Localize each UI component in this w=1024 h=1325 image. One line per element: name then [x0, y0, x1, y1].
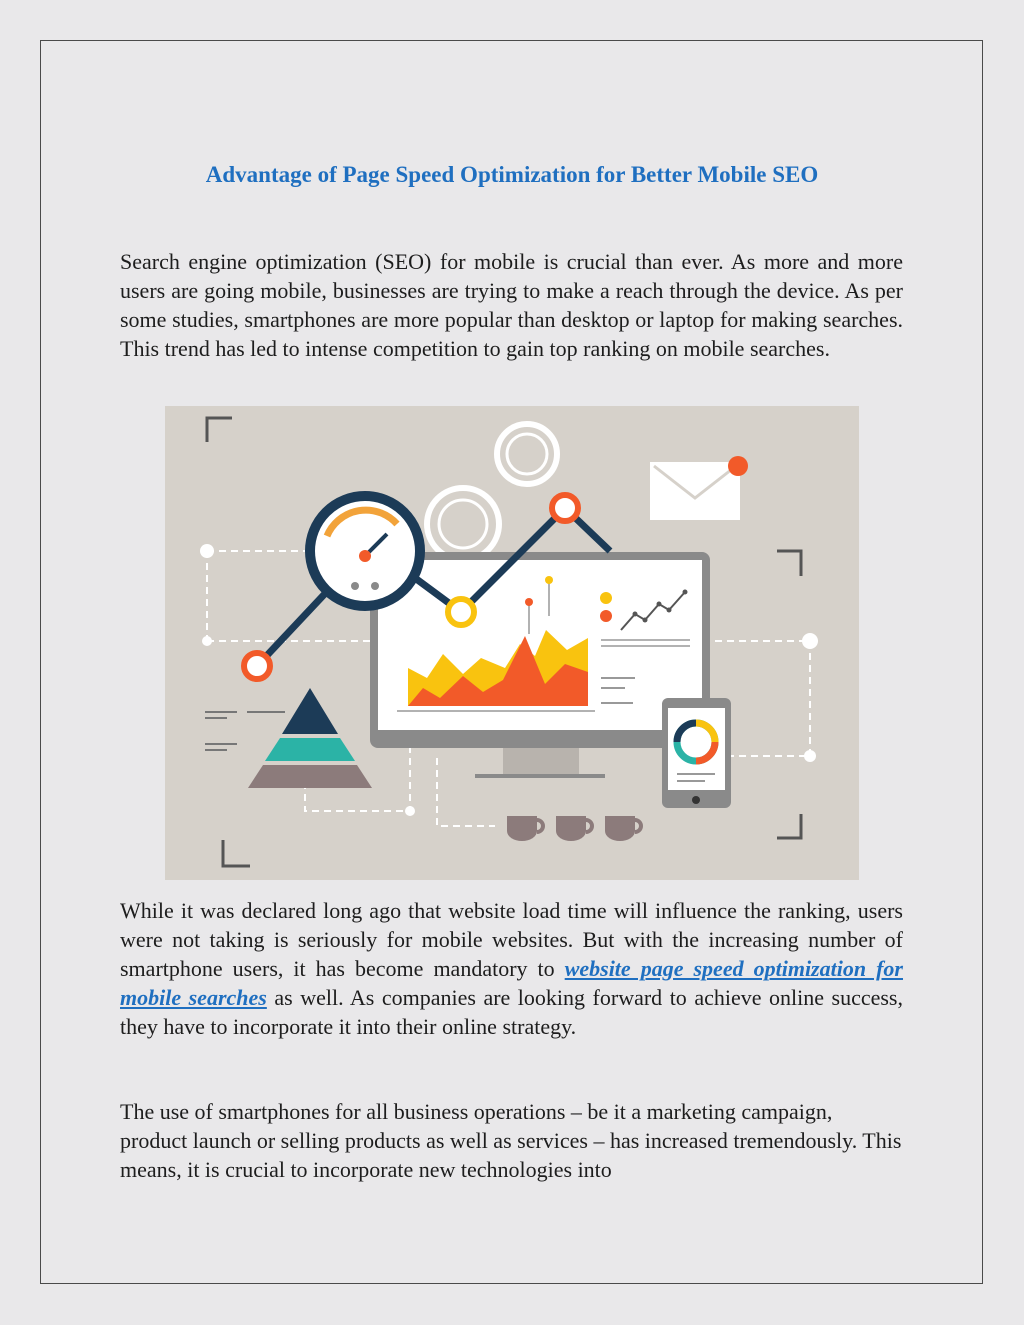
paragraph-text: While it was declared long ago that website load time will influence the ranking, users were not taking is seriously for mobile websites. But with the increasing number of smartphone users, it has become mandatory to — [120, 898, 903, 981]
page-speed-link[interactable]: website page speed optimization for mobile searches — [120, 956, 903, 1010]
trend-point — [552, 495, 578, 521]
trend-point — [448, 599, 474, 625]
seo-illustration — [165, 406, 859, 880]
trend-point — [244, 653, 270, 679]
connector-dot — [200, 544, 214, 558]
connector-dot — [405, 806, 415, 816]
tablet-icon — [662, 698, 731, 808]
paragraph-smartphones: The use of smartphones for all business operations – be it a marketing campaign, product launch or selling products as well as services – has increased tremendously. This means, it is crucial to incorporate new technologies into — [120, 1099, 902, 1182]
envelope-icon — [650, 456, 748, 520]
connector-dot — [202, 636, 212, 646]
paragraph-text: as well. As companies are looking forward to achieve online success, they have to incorporate it into their online strategy. — [120, 985, 903, 1039]
connector-dot — [804, 750, 816, 762]
document-title: Advantage of Page Speed Optimization for Better Mobile SEO — [205, 162, 819, 187]
paragraph-page-speed — [120, 896, 903, 1041]
speedometer-icon — [310, 496, 420, 606]
connector-dot — [802, 633, 818, 649]
paragraph-intro: Search engine optimization (SEO) for mobile is crucial than ever. As more and more users are going mobile, businesses are trying to make a reach through the device. As per some studies, smartphones are more popular than desktop or laptop for making searches. This trend has led to intense competition to gain top ranking on mobile searches. — [120, 249, 903, 361]
